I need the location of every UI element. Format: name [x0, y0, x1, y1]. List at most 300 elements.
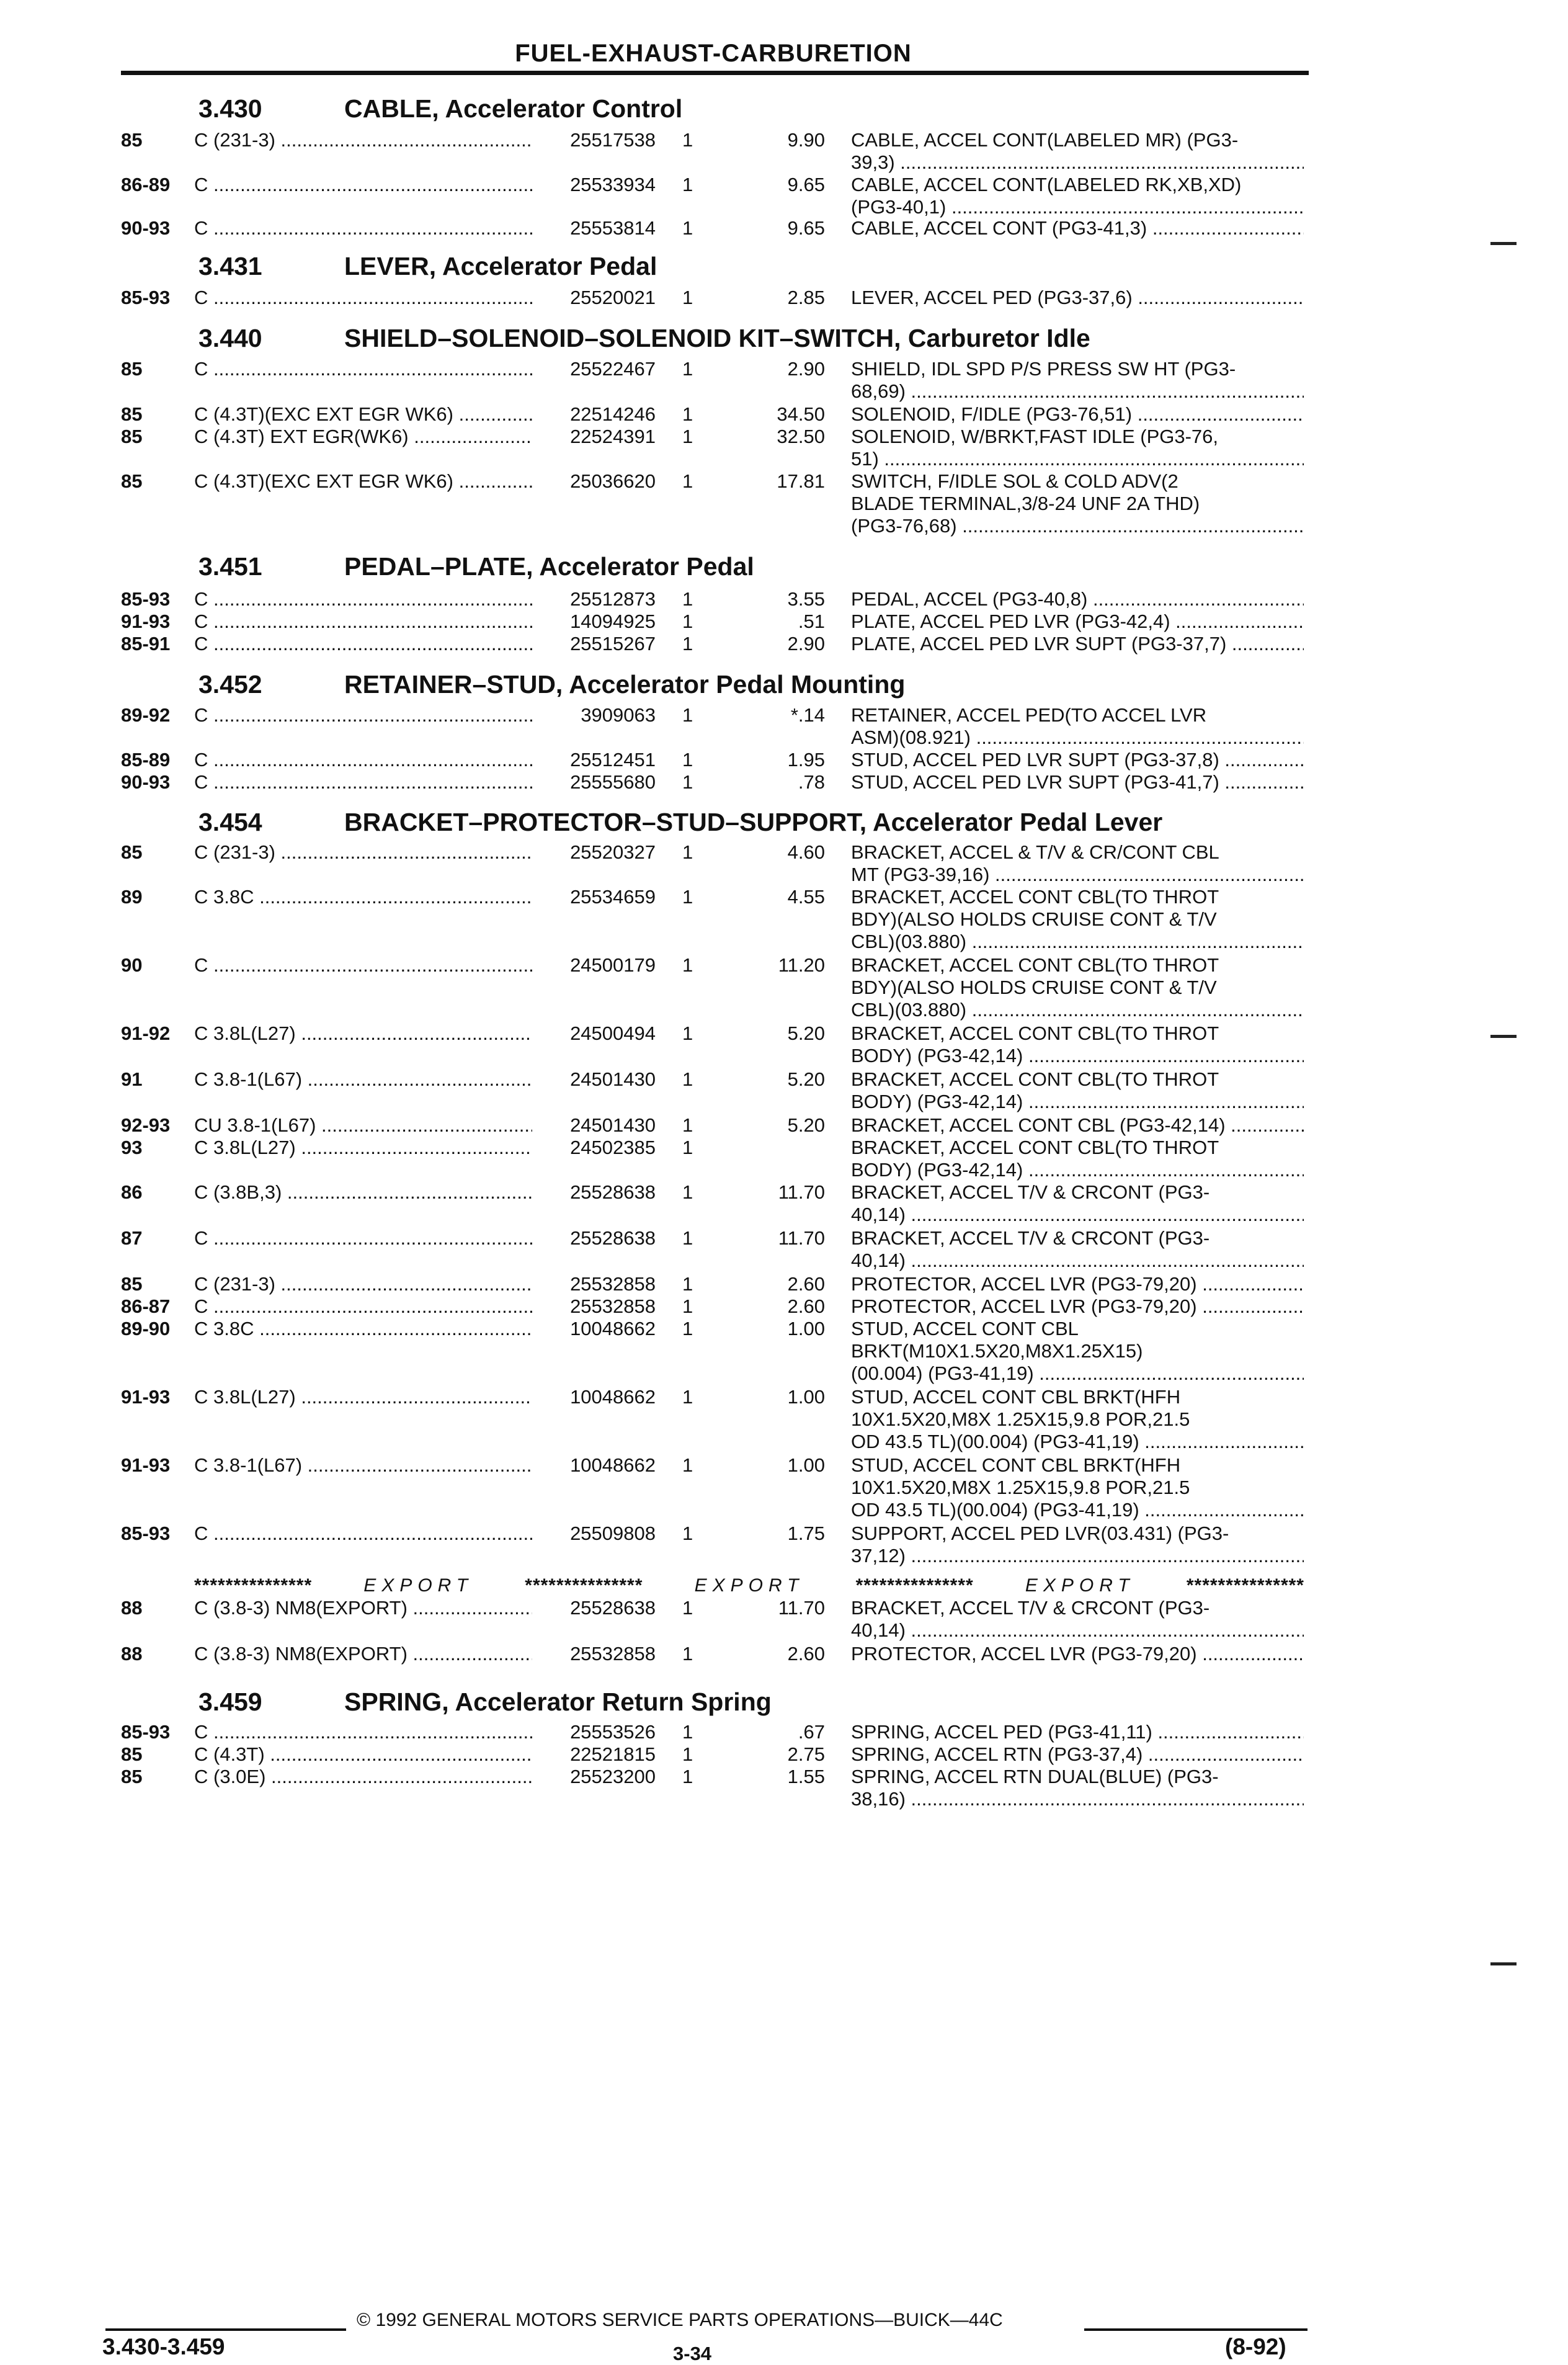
part-number: 22514246: [570, 403, 656, 425]
part-number: 25528638: [570, 1227, 656, 1249]
model-year: 91-93: [121, 610, 171, 632]
part-number: 25528638: [570, 1181, 656, 1203]
model-year: 85-89: [121, 749, 171, 771]
model-year: 89-92: [121, 704, 171, 726]
description-line: PROTECTOR, ACCEL LVR (PG3-79,20) .....: [851, 1295, 1304, 1318]
model-year: 88: [121, 1597, 143, 1619]
description-line: CABLE, ACCEL CONT(LABELED MR) (PG3-: [851, 129, 1239, 151]
part-description: [851, 749, 1304, 771]
description-line: BRACKET, ACCEL CONT CBL(TO THROT: [851, 954, 1219, 976]
price: 34.50: [777, 403, 825, 425]
model-code: C (4.3T)(EXC EXT EGR WK6) .....: [194, 403, 532, 426]
part-description: [851, 633, 1304, 655]
description-line: 51) .....: [851, 448, 1304, 470]
part-description: [851, 174, 1304, 218]
model-year: 90-93: [121, 217, 171, 239]
model-code: C .....: [194, 771, 532, 794]
section-heading: [198, 324, 1090, 353]
quantity: 1: [682, 470, 693, 492]
description-line: SPRING, ACCEL RTN (PG3-37,4) .....: [851, 1743, 1304, 1766]
model-code: C (4.3T) .....: [194, 1743, 532, 1766]
price: 5.20: [787, 1022, 825, 1044]
quantity: 1: [682, 588, 693, 610]
part-number: 25555680: [570, 771, 656, 793]
model-code: C 3.8C .....: [194, 886, 532, 908]
part-number: 25553526: [570, 1721, 656, 1743]
quantity: 1: [682, 749, 693, 771]
model-code: C .....: [194, 633, 532, 655]
price: 1.00: [787, 1318, 825, 1339]
quantity: 1: [682, 1114, 693, 1136]
price: 2.60: [787, 1295, 825, 1317]
model-code: C (231-3) .....: [194, 129, 532, 151]
section-number: 3.452: [198, 670, 262, 699]
part-description: [851, 886, 1304, 953]
description-line: 10X1.5X20,M8X 1.25X15,9.8 POR,21.5: [851, 1477, 1190, 1498]
model-year: 85: [121, 1766, 143, 1787]
description-line: SUPPORT, ACCEL PED LVR(03.431) (PG3-: [851, 1522, 1229, 1544]
part-description: [851, 403, 1304, 426]
part-description: [851, 704, 1304, 749]
part-number: 25036620: [570, 470, 656, 492]
part-description: [851, 1721, 1304, 1743]
part-description: [851, 470, 1304, 537]
part-description: [851, 1273, 1304, 1295]
model-code: C 3.8L(L27) .....: [194, 1022, 532, 1045]
description-line: (PG3-76,68) .....: [851, 515, 1304, 537]
price: 9.65: [787, 174, 825, 195]
model-code: C (4.3T)(EXC EXT EGR WK6) .....: [194, 470, 532, 493]
part-number: 25520327: [570, 841, 656, 863]
model-year: 89: [121, 886, 143, 908]
price: 3.55: [787, 588, 825, 610]
part-description: [851, 610, 1304, 633]
description-line: MT (PG3-39,16) .....: [851, 864, 1304, 886]
part-description: [851, 1766, 1304, 1810]
model-year: 91-93: [121, 1454, 171, 1476]
section-title: LEVER, Accelerator Pedal: [344, 252, 657, 280]
price: .51: [798, 610, 825, 632]
price: 2.90: [787, 358, 825, 380]
description-line: BRACKET, ACCEL T/V & CRCONT (PG3-: [851, 1181, 1210, 1203]
description-line: PEDAL, ACCEL (PG3-40,8) .....: [851, 588, 1304, 610]
quantity: 1: [682, 1227, 693, 1249]
model-code: C .....: [194, 954, 532, 977]
part-description: [851, 1181, 1304, 1226]
footer-rule: [1084, 2328, 1307, 2331]
quantity: 1: [682, 1318, 693, 1339]
part-description: [851, 129, 1304, 174]
part-description: [851, 1114, 1304, 1137]
part-description: [851, 1318, 1304, 1385]
model-year: 85-93: [121, 1522, 171, 1544]
description-line: 40,14) .....: [851, 1619, 1304, 1642]
description-line: BRACKET, ACCEL CONT CBL(TO THROT: [851, 1022, 1219, 1044]
quantity: 1: [682, 1386, 693, 1408]
model-year: 93: [121, 1137, 143, 1158]
page-number: 3-34: [673, 2343, 712, 2364]
description-line: STUD, ACCEL CONT CBL BRKT(HFH: [851, 1454, 1181, 1476]
part-number: 25523200: [570, 1766, 656, 1787]
model-year: 90: [121, 954, 143, 976]
copyright-notice: © 1992 GENERAL MOTORS SERVICE PARTS OPERATIONS—BUICK—44C: [357, 2310, 1003, 2330]
price: 2.60: [787, 1643, 825, 1665]
model-code: C .....: [194, 749, 532, 771]
price: 11.20: [778, 954, 825, 976]
model-year: 85: [121, 426, 143, 447]
margin-mark: [1490, 1035, 1517, 1038]
description-line: RETAINER, ACCEL PED(TO ACCEL LVR: [851, 704, 1207, 726]
model-code: CU 3.8-1(L67) .....: [194, 1114, 532, 1137]
description-line: STUD, ACCEL PED LVR SUPT (PG3-41,7) .....: [851, 771, 1304, 794]
part-description: [851, 1227, 1304, 1272]
model-year: 86-89: [121, 174, 171, 195]
model-year: 85-93: [121, 588, 171, 610]
model-code: C (3.8-3) NM8(EXPORT) .....: [194, 1597, 532, 1619]
description-line: (00.004) (PG3-41,19) .....: [851, 1362, 1304, 1385]
part-number: 25528638: [570, 1597, 656, 1619]
model-code: C 3.8C .....: [194, 1318, 532, 1340]
description-line: 40,14) .....: [851, 1204, 1304, 1226]
export-stars: ***************: [525, 1575, 643, 1596]
description-line: PROTECTOR, ACCEL LVR (PG3-79,20) .....: [851, 1643, 1304, 1665]
section-heading: [198, 252, 657, 281]
price: 2.75: [787, 1743, 825, 1765]
model-code: C (231-3) .....: [194, 1273, 532, 1295]
description-line: SPRING, ACCEL RTN DUAL(BLUE) (PG3-: [851, 1766, 1219, 1787]
description-line: BODY) (PG3-42,14) .....: [851, 1045, 1304, 1067]
part-description: [851, 358, 1304, 403]
export-stars: ***************: [1186, 1575, 1304, 1596]
export-label: EXPORT: [363, 1575, 474, 1596]
price: *.14: [790, 704, 825, 726]
section-heading: [198, 670, 905, 699]
quantity: 1: [682, 704, 693, 726]
price: 1.75: [787, 1522, 825, 1544]
model-code: C .....: [194, 1227, 532, 1250]
quantity: 1: [682, 841, 693, 863]
description-line: OD 43.5 TL)(00.004) (PG3-41,19) .....: [851, 1431, 1304, 1453]
section-title: BRACKET–PROTECTOR–STUD–SUPPORT, Accelerator Pedal Lever: [344, 808, 1163, 836]
description-line: SHIELD, IDL SPD P/S PRESS SW HT (PG3-: [851, 358, 1236, 380]
part-number: 22521815: [570, 1743, 656, 1765]
description-line: SWITCH, F/IDLE SOL & COLD ADV(2: [851, 470, 1178, 492]
part-description: [851, 1522, 1304, 1567]
model-code: C 3.8-1(L67) .....: [194, 1454, 532, 1477]
quantity: 1: [682, 426, 693, 447]
part-description: [851, 1137, 1304, 1181]
export-label: EXPORT: [1025, 1575, 1135, 1596]
description-line: CABLE, ACCEL CONT (PG3-41,3) .....: [851, 217, 1304, 239]
model-code: C 3.8L(L27) .....: [194, 1137, 532, 1159]
part-number: 24500494: [570, 1022, 656, 1044]
model-year: 85: [121, 470, 143, 492]
description-line: STUD, ACCEL CONT CBL: [851, 1318, 1079, 1339]
part-description: [851, 1454, 1304, 1521]
part-number: 14094925: [570, 610, 656, 632]
quantity: 1: [682, 287, 693, 308]
quantity: 1: [682, 633, 693, 655]
margin-mark: [1490, 242, 1517, 245]
section-title: CABLE, Accelerator Control: [344, 94, 683, 123]
description-line: 68,69) .....: [851, 380, 1304, 403]
description-line: ASM)(08.921) .....: [851, 726, 1304, 749]
quantity: 1: [682, 217, 693, 239]
description-line: 10X1.5X20,M8X 1.25X15,9.8 POR,21.5: [851, 1408, 1190, 1430]
model-year: 90-93: [121, 771, 171, 793]
model-year: 87: [121, 1227, 143, 1249]
quantity: 1: [682, 1643, 693, 1665]
model-code: C .....: [194, 217, 532, 239]
description-line: 40,14) .....: [851, 1250, 1304, 1272]
description-line: BRACKET, ACCEL CONT CBL(TO THROT: [851, 1068, 1219, 1090]
quantity: 1: [682, 129, 693, 151]
model-code: C (231-3) .....: [194, 841, 532, 864]
export-stars: ***************: [194, 1575, 313, 1596]
part-number: 22524391: [570, 426, 656, 447]
section-title: RETAINER–STUD, Accelerator Pedal Mounting: [344, 670, 906, 699]
section-heading: [198, 808, 1162, 837]
section-heading: [198, 94, 682, 123]
quantity: 1: [682, 1022, 693, 1044]
part-number: 25534659: [570, 886, 656, 908]
description-line: CBL)(03.880) .....: [851, 931, 1304, 953]
model-code: C .....: [194, 704, 532, 726]
model-year: 86: [121, 1181, 143, 1203]
model-code: C .....: [194, 287, 532, 309]
price: 11.70: [778, 1227, 825, 1249]
part-number: 24501430: [570, 1114, 656, 1136]
part-description: [851, 1022, 1304, 1067]
part-number: 25512451: [570, 749, 656, 771]
model-code: C .....: [194, 1295, 532, 1318]
section-title: PEDAL–PLATE, Accelerator Pedal: [344, 552, 754, 581]
part-description: [851, 771, 1304, 794]
description-line: STUD, ACCEL CONT CBL BRKT(HFH: [851, 1386, 1181, 1408]
price: 11.70: [778, 1181, 825, 1203]
section-number: 3.451: [198, 552, 262, 581]
section-title: SPRING, Accelerator Return Spring: [344, 1688, 772, 1716]
description-line: 38,16) .....: [851, 1788, 1304, 1810]
price: 1.00: [787, 1386, 825, 1408]
part-number: 10048662: [570, 1386, 656, 1408]
part-number: 25533934: [570, 174, 656, 195]
section-range: 3.430-3.459: [102, 2334, 225, 2359]
description-line: PROTECTOR, ACCEL LVR (PG3-79,20) .....: [851, 1273, 1304, 1295]
section-number: 3.430: [198, 94, 262, 123]
part-number: 25553814: [570, 217, 656, 239]
description-line: BLADE TERMINAL,3/8-24 UNF 2A THD): [851, 493, 1200, 514]
part-number: 10048662: [570, 1318, 656, 1339]
part-description: [851, 1068, 1304, 1113]
margin-mark: [1490, 1962, 1517, 1965]
part-description: [851, 1643, 1304, 1665]
price: 1.95: [787, 749, 825, 771]
model-year: 88: [121, 1643, 143, 1665]
model-year: 85: [121, 1743, 143, 1765]
footer-rule: [105, 2328, 346, 2331]
price: .78: [798, 771, 825, 793]
price: .67: [798, 1721, 825, 1743]
description-line: BRACKET, ACCEL T/V & CRCONT (PG3-: [851, 1597, 1210, 1619]
description-line: BRACKET, ACCEL CONT CBL(TO THROT: [851, 886, 1219, 908]
part-number: 25509808: [570, 1522, 656, 1544]
part-number: 25515267: [570, 633, 656, 655]
quantity: 1: [682, 771, 693, 793]
model-year: 85-93: [121, 1721, 171, 1743]
part-number: 10048662: [570, 1454, 656, 1476]
quantity: 1: [682, 403, 693, 425]
description-line: BRACKET, ACCEL CONT CBL(TO THROT: [851, 1137, 1219, 1158]
quantity: 1: [682, 1743, 693, 1765]
section-number: 3.459: [198, 1688, 262, 1716]
description-line: BRACKET, ACCEL CONT CBL (PG3-42,14) .....: [851, 1114, 1304, 1137]
price: 2.90: [787, 633, 825, 655]
price: 4.60: [787, 841, 825, 863]
description-line: 39,3) .....: [851, 151, 1304, 174]
price: 32.50: [777, 426, 825, 447]
part-number: 25532858: [570, 1643, 656, 1665]
part-description: [851, 1743, 1304, 1766]
part-number: 25532858: [570, 1273, 656, 1295]
part-number: 24502385: [570, 1137, 656, 1158]
model-year: 85: [121, 358, 143, 380]
model-year: 91-93: [121, 1386, 171, 1408]
quantity: 1: [682, 358, 693, 380]
description-line: SOLENOID, W/BRKT,FAST IDLE (PG3-76,: [851, 426, 1219, 447]
part-number: 25520021: [570, 287, 656, 308]
model-year: 85: [121, 1273, 143, 1295]
part-description: [851, 1295, 1304, 1318]
description-line: PLATE, ACCEL PED LVR (PG3-42,4) .....: [851, 610, 1304, 633]
price: 5.20: [787, 1114, 825, 1136]
header-rule: [121, 71, 1309, 75]
section-heading: [198, 552, 754, 581]
description-line: BRKT(M10X1.5X20,M8X1.25X15): [851, 1340, 1143, 1362]
section-number: 3.440: [198, 324, 262, 352]
part-description: [851, 841, 1304, 886]
quantity: 1: [682, 1273, 693, 1295]
model-code: C (4.3T) EXT EGR(WK6) .....: [194, 426, 532, 448]
quantity: 1: [682, 1137, 693, 1158]
price: 2.60: [787, 1273, 825, 1295]
price: 9.65: [787, 217, 825, 239]
model-year: 92-93: [121, 1114, 171, 1136]
model-year: 91: [121, 1068, 143, 1090]
price: 17.81: [777, 470, 825, 492]
model-code: C .....: [194, 1721, 532, 1743]
quantity: 1: [682, 1766, 693, 1787]
model-code: C (3.0E) .....: [194, 1766, 532, 1788]
description-line: (PG3-40,1) .....: [851, 196, 1304, 218]
model-code: C 3.8L(L27) .....: [194, 1386, 532, 1408]
quantity: 1: [682, 1454, 693, 1476]
model-code: C (3.8B,3) .....: [194, 1181, 532, 1204]
page-title: FUEL-EXHAUST-CARBURETION: [515, 40, 912, 67]
description-line: BDY)(ALSO HOLDS CRUISE CONT & T/V: [851, 908, 1217, 930]
quantity: 1: [682, 954, 693, 976]
model-code: C .....: [194, 358, 532, 380]
quantity: 1: [682, 1181, 693, 1203]
model-year: 91-92: [121, 1022, 171, 1044]
part-description: [851, 426, 1304, 470]
price: 5.20: [787, 1068, 825, 1090]
revision-date: (8-92): [1225, 2334, 1286, 2359]
quantity: 1: [682, 886, 693, 908]
model-year: 85-93: [121, 287, 171, 308]
model-year: 85-91: [121, 633, 171, 655]
description-line: PLATE, ACCEL PED LVR SUPT (PG3-37,7) .....: [851, 633, 1304, 655]
quantity: 1: [682, 1295, 693, 1317]
model-year: 86-87: [121, 1295, 171, 1317]
part-number: 25517538: [570, 129, 656, 151]
quantity: 1: [682, 1522, 693, 1544]
description-line: CBL)(03.880) .....: [851, 999, 1304, 1021]
price: 1.55: [787, 1766, 825, 1787]
model-year: 85: [121, 129, 143, 151]
part-description: [851, 1597, 1304, 1642]
part-description: [851, 588, 1304, 610]
model-code: C (3.8-3) NM8(EXPORT) .....: [194, 1643, 532, 1665]
part-description: [851, 1386, 1304, 1453]
part-number: 24500179: [570, 954, 656, 976]
description-line: BRACKET, ACCEL T/V & CRCONT (PG3-: [851, 1227, 1210, 1249]
export-divider: [194, 1575, 1304, 1597]
section-number: 3.431: [198, 252, 262, 280]
description-line: SOLENOID, F/IDLE (PG3-76,51) .....: [851, 403, 1304, 426]
export-label: EXPORT: [694, 1575, 804, 1596]
part-description: [851, 954, 1304, 1021]
part-number: 25532858: [570, 1295, 656, 1317]
price: 4.55: [787, 886, 825, 908]
part-number: 24501430: [570, 1068, 656, 1090]
description-line: CABLE, ACCEL CONT(LABELED RK,XB,XD): [851, 174, 1242, 195]
part-number: 25522467: [570, 358, 656, 380]
quantity: 1: [682, 610, 693, 632]
quantity: 1: [682, 1721, 693, 1743]
description-line: SPRING, ACCEL PED (PG3-41,11) .....: [851, 1721, 1304, 1743]
description-line: STUD, ACCEL PED LVR SUPT (PG3-37,8) .....: [851, 749, 1304, 771]
model-code: C .....: [194, 610, 532, 633]
quantity: 1: [682, 174, 693, 195]
description-line: BODY) (PG3-42,14) .....: [851, 1091, 1304, 1113]
part-number: 3909063: [581, 704, 656, 726]
price: 9.90: [787, 129, 825, 151]
part-description: [851, 287, 1304, 309]
price: 11.70: [778, 1597, 825, 1619]
section-number: 3.454: [198, 808, 262, 836]
section-heading: [198, 1688, 772, 1717]
part-number: 25512873: [570, 588, 656, 610]
part-description: [851, 217, 1304, 239]
model-code: C 3.8-1(L67) .....: [194, 1068, 532, 1091]
model-code: C .....: [194, 1522, 532, 1545]
model-code: C .....: [194, 588, 532, 610]
export-stars: ***************: [855, 1575, 974, 1596]
model-year: 85: [121, 403, 143, 425]
model-year: 85: [121, 841, 143, 863]
price: 2.85: [787, 287, 825, 308]
description-line: BRACKET, ACCEL & T/V & CR/CONT CBL: [851, 841, 1219, 863]
model-year: 89-90: [121, 1318, 171, 1339]
quantity: 1: [682, 1068, 693, 1090]
description-line: 37,12) .....: [851, 1545, 1304, 1567]
description-line: LEVER, ACCEL PED (PG3-37,6) .....: [851, 287, 1304, 309]
quantity: 1: [682, 1597, 693, 1619]
description-line: OD 43.5 TL)(00.004) (PG3-41,19) .....: [851, 1499, 1304, 1521]
description-line: BDY)(ALSO HOLDS CRUISE CONT & T/V: [851, 977, 1217, 998]
section-title: SHIELD–SOLENOID–SOLENOID KIT–SWITCH, Carburetor Idle: [344, 324, 1090, 352]
